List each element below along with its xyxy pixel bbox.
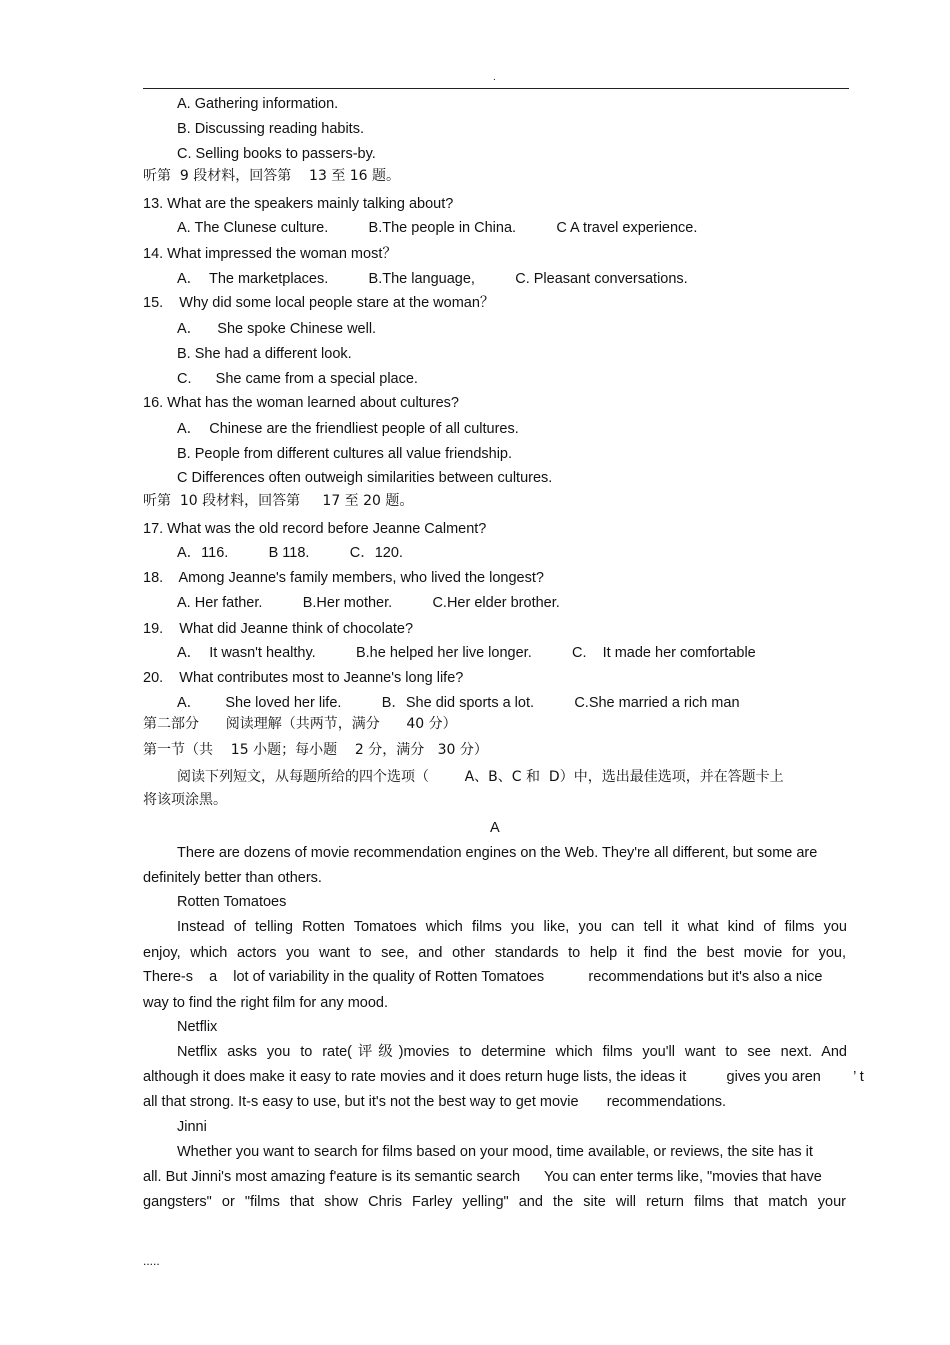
footer-dots: ..... [143,1254,160,1268]
options-17: A．116. B 118. C．120. [177,545,403,561]
option-c-q12: C. Selling books to passers-by. [177,146,376,162]
question-17: 17. What was the old record before Jeanne Calment? [143,521,487,537]
option-a-q12: A. Gathering information. [177,96,339,112]
question-15: 15. Why did some local people stare at the woman？ [143,295,495,311]
question-18: 18. Among Jeanne's family members, who lived the longest? [143,570,544,586]
reading-instruction: 阅读下列短文，从每题所给的四个选项（ A、B、C 和 D）中，选出最佳选项，并在答题卡上 [177,769,784,785]
netflix-line-1: Netflix asks you to rate(评级)movies to determine which films you'll want to see next. And [177,1044,847,1060]
jinni-line-3: gangsters" or "films that show Chris Farley yelling" and the site will return films that match your [143,1194,846,1210]
options-13: A. The Clunese culture. B.The people in China. C A travel experience. [177,220,698,236]
options-18: A. Her father. B.Her mother. C.Her elder brother. [177,595,560,611]
rotten-tomatoes-line-1: Instead of telling Rotten Tomatoes which films you like, you can tell it what kind of films you [177,919,847,935]
question-14: 14. What impressed the woman most？ [143,246,397,262]
options-14: A． The marketplaces. B.The language, C. Pleasant conversations. [177,271,688,287]
options-20: A． She loved her life. B．She did sports a lot. C.She married a rich man [177,695,740,711]
jinni-line-2: all. But Jinni's most amazing f'eature is its semantic search You can enter terms like, "movies that have [143,1169,822,1185]
header-rule [143,88,849,89]
netflix-line-3: all that strong. It-s easy to use, but it's not the best way to get movie recommendations. [143,1094,727,1110]
question-20: 20. What contributes most to Jeanne's long life? [143,670,464,686]
option-c-q15: C. She came from a special place. [177,371,418,387]
passage-intro-line-1: There are dozens of movie recommendation engines on the Web. They're all different, but some are [177,845,818,861]
question-19: 19. What did Jeanne think of chocolate? [143,621,414,637]
header-dot: . [493,72,496,83]
netflix-line-2: although it does make it easy to rate movies and it does return huge lists, the ideas it gives you aren ’ t [143,1069,864,1085]
option-a-q15: A． She spoke Chinese well. [177,321,377,337]
option-b-q12: B. Discussing reading habits. [177,121,364,137]
section-one-heading: 第一节（共 15 小题；每小题 2 分，满分 30 分） [143,742,488,758]
part-two-heading: 第二部分 阅读理解（共两节，满分 40 分） [143,716,457,732]
option-b-q15: B. She had a different look. [177,346,352,362]
subheading-netflix: Netflix [177,1019,218,1035]
option-c-q16: C Differences often outweigh similarities between cultures. [177,470,553,486]
rotten-tomatoes-line-3: There-s a lot of variability in the quality of Rotten Tomatoes recommendations but it's also a nice [143,969,823,985]
section-instruction-10: 听第 10 段材料，回答第 17 至 20 题。 [143,493,414,509]
passage-intro-line-2: definitely better than others. [143,870,322,886]
option-a-q16: A． Chinese are the friendliest people of all cultures. [177,421,519,437]
rotten-tomatoes-line-4: way to find the right film for any mood. [143,995,388,1011]
section-instruction-9: 听第 9 段材料，回答第 13 至 16 题。 [143,168,401,184]
question-13: 13. What are the speakers mainly talking about? [143,196,454,212]
subheading-rotten-tomatoes: Rotten Tomatoes [177,894,287,910]
option-b-q16: B. People from different cultures all value friendship. [177,446,513,462]
subheading-jinni: Jinni [177,1119,207,1135]
passage-title: A [490,820,500,836]
rotten-tomatoes-line-2: enjoy, which actors you want to see, and other standards to help it find the best movie for you, [143,945,846,961]
options-19: A． It wasn't healthy. B.he helped her live longer. C. It made her comfortable [177,645,756,661]
question-16: 16. What has the woman learned about cultures? [143,395,459,411]
reading-instruction-cont: 将该项涂黑。 [143,792,227,808]
jinni-line-1: Whether you want to search for films based on your mood, time available, or reviews, the site has it [177,1144,813,1160]
